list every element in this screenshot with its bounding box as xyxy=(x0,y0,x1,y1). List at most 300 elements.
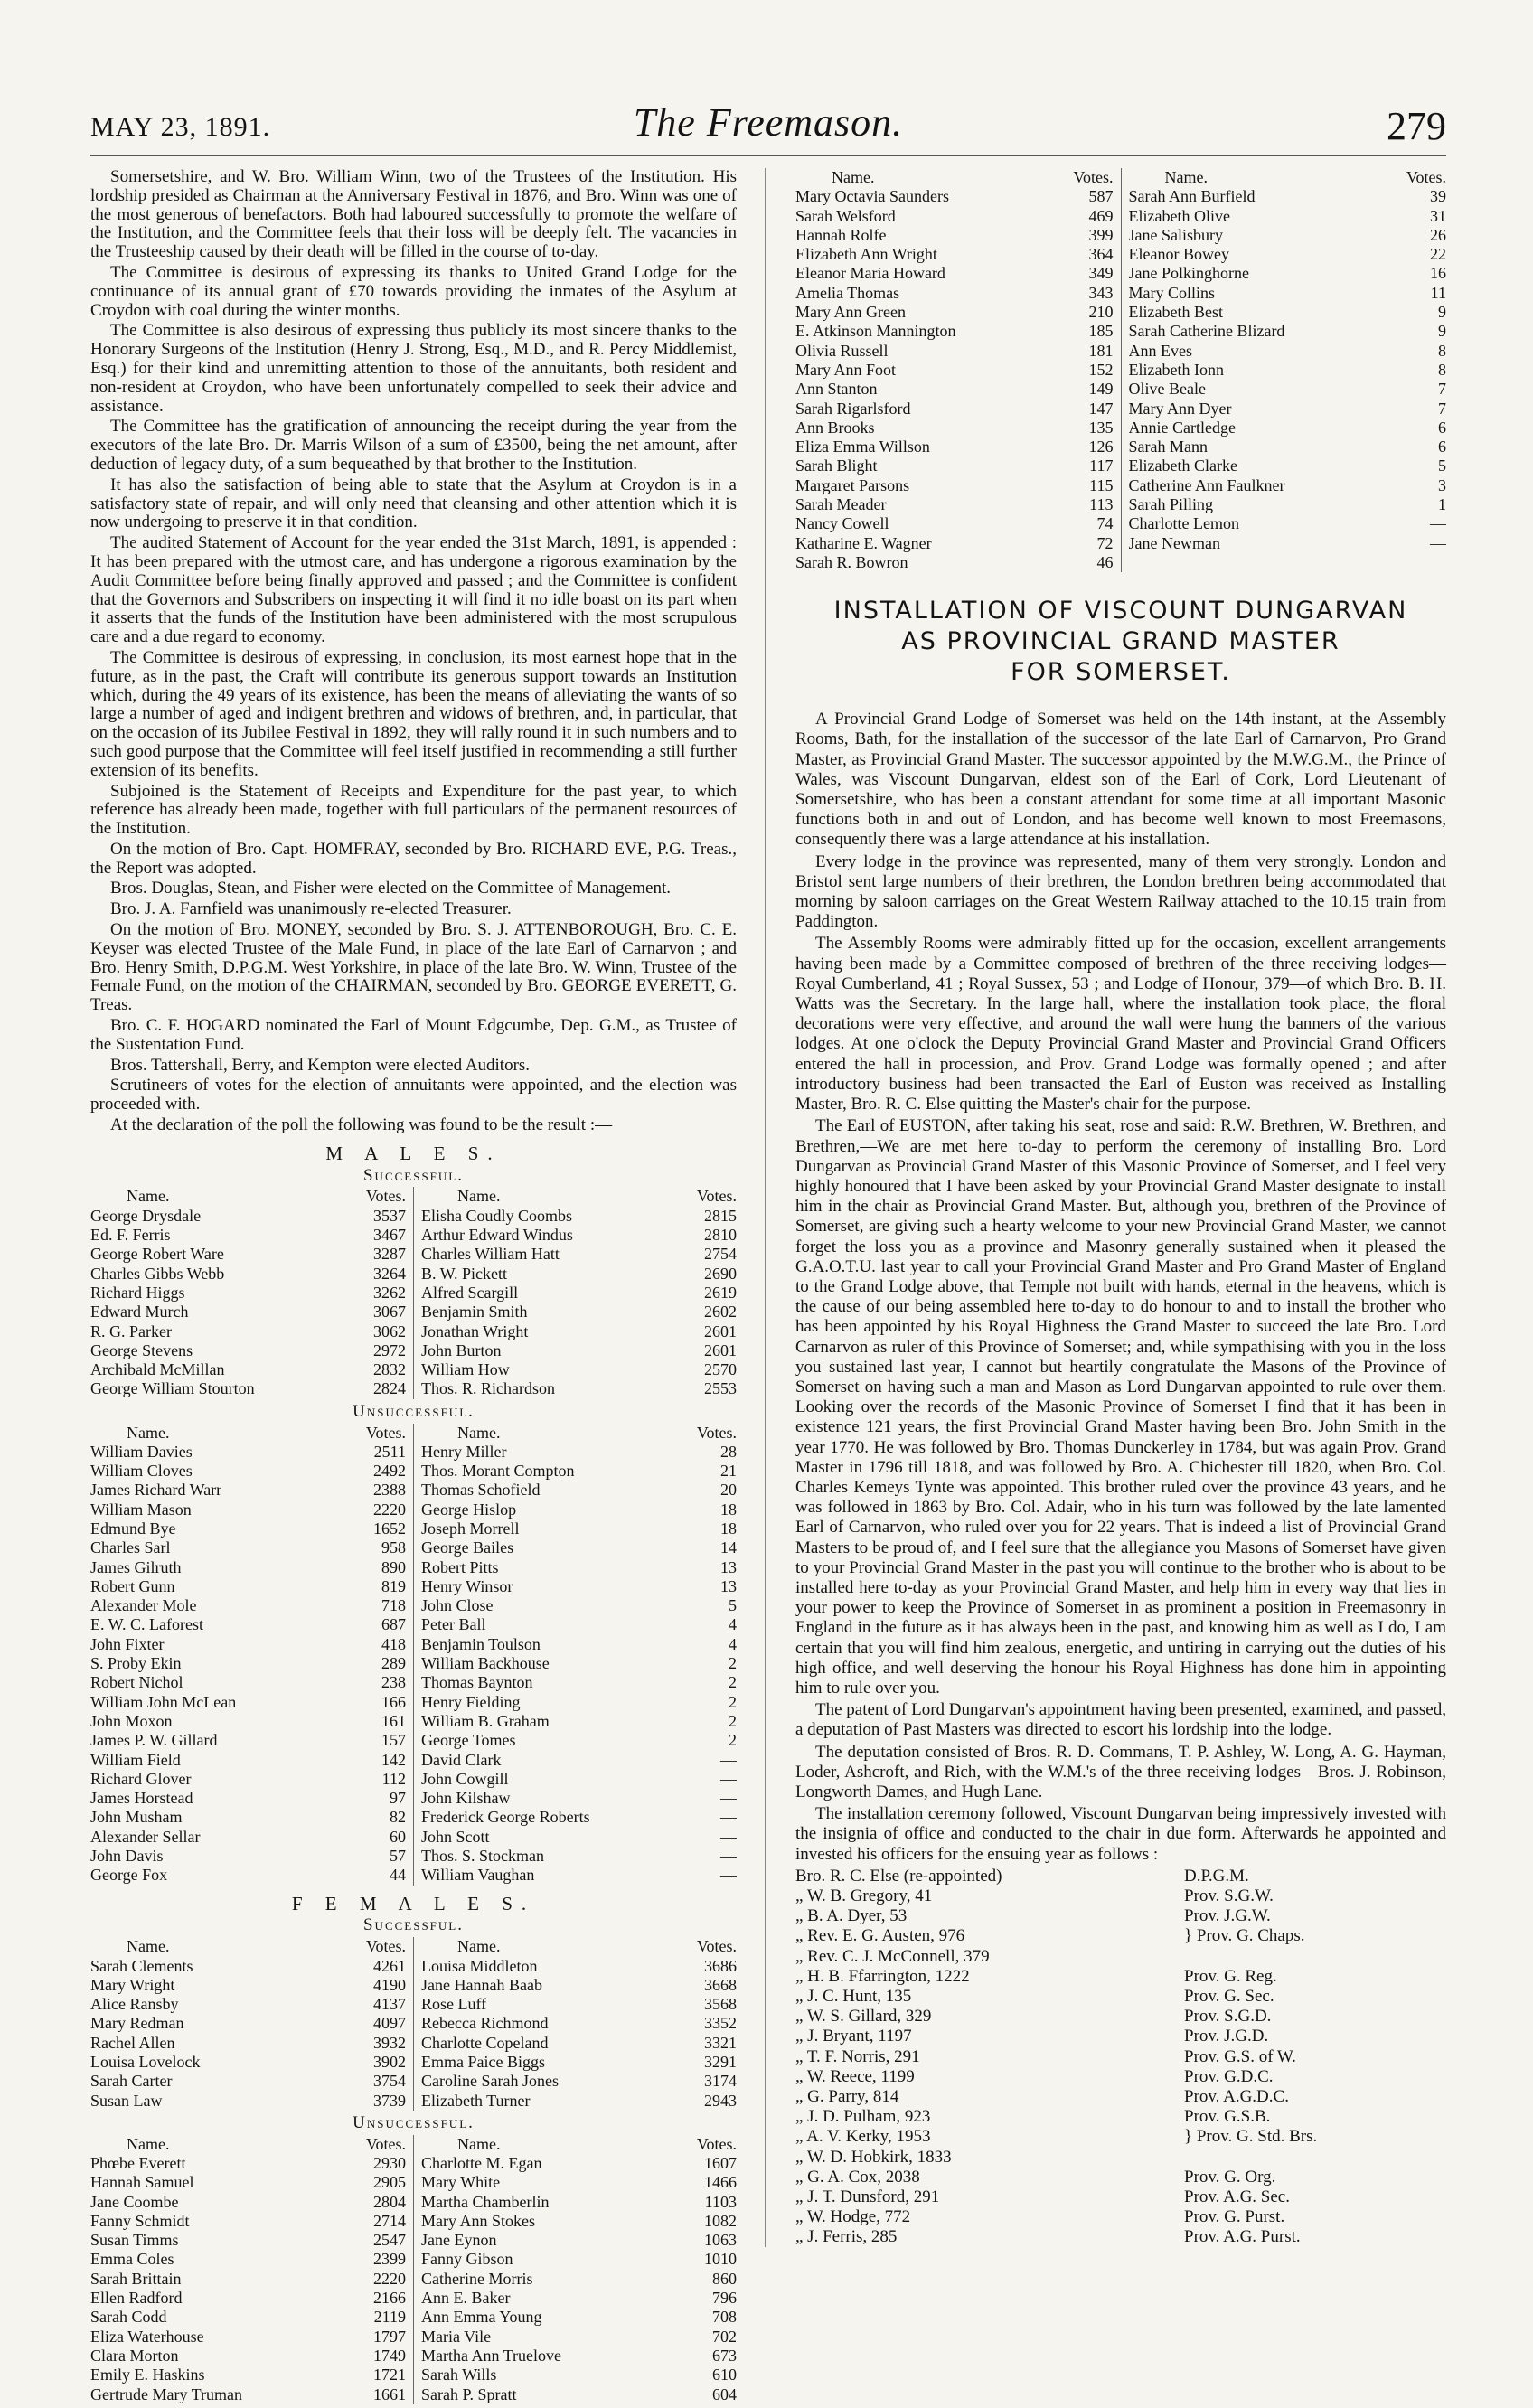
candidate-name: Rachel Allen xyxy=(90,2033,175,2052)
table-row xyxy=(421,1558,737,1577)
candidate-name: Eleanor Bowey xyxy=(1128,245,1229,264)
table-left-half xyxy=(90,1937,414,2111)
table-row xyxy=(90,1808,406,1827)
vote-count: 97 xyxy=(390,1789,406,1808)
vote-count: 28 xyxy=(720,1442,737,1461)
table-row xyxy=(1129,400,1447,419)
candidate-name: Sarah Brittain xyxy=(90,2269,182,2288)
vote-count: 3754 xyxy=(373,2072,406,2091)
candidate-name: Mary Ann Stokes xyxy=(421,2211,535,2230)
candidate-name: Mary Ann Green xyxy=(795,303,906,322)
table-row xyxy=(90,2289,406,2308)
paragraph: The deputation consisted of Bros. R. D. Commans, T. P. Ashley, W. Long, A. G. Hayman, Loder, Ashcroft, and Rich, with the W.M.'s of the three receiving lodges—Bros. J. Robinson, Longworth Dames, and Hugh Lane. xyxy=(795,1742,1446,1801)
vote-count: 157 xyxy=(381,1731,406,1750)
candidate-name: Mary Octavia Saunders xyxy=(795,187,949,206)
vote-count: 31 xyxy=(1430,206,1446,225)
table-row xyxy=(421,1828,737,1847)
males-successful-table xyxy=(90,1187,737,1398)
candidate-name: Ann Brooks xyxy=(795,418,875,437)
candidate-name: Louisa Middleton xyxy=(421,1956,538,1975)
officer-row xyxy=(795,1886,1446,1906)
candidate-name: Jane Coombe xyxy=(90,2192,179,2211)
table-row xyxy=(421,1693,737,1712)
vote-count: 2714 xyxy=(373,2211,406,2230)
vote-count: 126 xyxy=(1088,437,1114,456)
table-row xyxy=(795,264,1114,283)
candidate-name: Mary White xyxy=(421,2173,501,2192)
table-row xyxy=(795,303,1114,322)
candidate-name: William Cloves xyxy=(90,1462,193,1481)
vote-count: 1749 xyxy=(373,2346,406,2365)
vote-count: 4137 xyxy=(373,1995,406,2014)
table-left-half xyxy=(795,168,1122,572)
table-row xyxy=(90,2072,406,2091)
candidate-name: Maria Vile xyxy=(421,2327,492,2346)
vote-count: 22 xyxy=(1430,245,1446,264)
vote-count: 3932 xyxy=(373,2033,406,2052)
table-row xyxy=(795,322,1114,341)
vote-count: 2690 xyxy=(704,1264,737,1283)
candidate-name: Sarah Blight xyxy=(795,456,878,475)
candidate-name: Sarah Mann xyxy=(1128,437,1208,456)
officer-name: „ W. Hodge, 772 xyxy=(795,2207,911,2227)
table-row xyxy=(90,1481,406,1500)
vote-count: 3291 xyxy=(704,2053,737,2071)
paragraph: On the motion of Bro. Capt. HOMFRAY, seconded by Bro. RICHARD EVE, P.G. Treas., the Report was adopted. xyxy=(90,839,737,878)
table-row xyxy=(795,226,1114,245)
vote-count: 2619 xyxy=(704,1283,737,1302)
officer-name: Bro. R. C. Else (re-appointed) xyxy=(795,1866,1002,1886)
table-row xyxy=(421,2072,737,2091)
vote-count: 7 xyxy=(1438,399,1446,418)
candidate-name: William Field xyxy=(90,1750,181,1769)
votes-column-header: Votes. xyxy=(696,2134,737,2153)
table-header xyxy=(90,1424,406,1443)
candidate-name: E. Atkinson Mannington xyxy=(795,322,956,341)
paragraph: The Earl of EUSTON, after taking his seat, rose and said: R.W. Brethren, W. Brethren, and Brethren,—We are met here to-day to perform the ceremony of installing Bro. Lord Dungarvan as Provincial Grand Master of this Masonic Province of Somerset, and I feel very highly honoured that I have been asked by your Provincial Grand Master designate to install him in the chair as Provincial Grand Master. But, although you, brethren of the Province of Somerset, are giving such a hearty welcome to your new Provincial Grand Master, we cannot forget the loss you as a province and Masonry generally sustained when it pleased the G.A.O.T.U. last year to call your Provincial Grand Master and Pro Grand Master of England to the Grand Lodge above, that Temple not built with hands, eternal in the heavens, which is the cause of our being assembled here to-day to do honour to and to install the brother who has been appointed by his Royal Highness the Grand Master to succeed the late Bro. Lord Carnarvon as ruler of this Province of Somerset; and, while sympathising with you in the loss you sustained last year, I cannot but heartily congratulate the Masons of the Province of Somerset on having such a man and Mason as Lord Dungarvan appointed to rule over them. Looking over the records of the Masonic Province of Somerset I find that it has been in existence 121 years, the first Provincial Grand Master having been Bro. John Smith in the year 1770. He was followed by Bro. Thomas Dunckerley in 1784, but was again Prov. Grand Master in 1796 till 1818, and was followed by Bro. A. Chichester till 1820, when Bro. Col. Charles Kemeys Tynte was appointed. This brother ruled over the province 43 years, and he was followed in 1863 by Bro. Col. Adair, who in his turn was followed by the late lamented Earl of Carnarvon, who ruled over you for 22 years. That is indeed a list of Provincial Grand Masters to be proud of, and I feel sure that the allegiance you Masons of Somerset have given to your Provincial Grand Master in the past you will continue to the brother who is about to be installed here to-day as your Provincial Grand Master, and help him in every way that lies in your power to keep the Province of Somerset in as prominent a position in Freemasonry in England in the future as it has always been in the past, and knowing him as well as I do, I am certain that you will find him zealous, energetic, and untiring in carrying out the duties of his high office, and well deserving the honour his Royal Highness has done him in appointing him to rule over you. xyxy=(795,1116,1446,1698)
officer-row xyxy=(795,2168,1446,2187)
table-row xyxy=(90,2231,406,2250)
candidate-name: James P. W. Gillard xyxy=(90,1731,218,1750)
table-row xyxy=(90,2366,406,2384)
table-row xyxy=(795,361,1114,380)
table-row xyxy=(421,2173,737,2192)
masthead-title: The Freemason. xyxy=(633,100,904,145)
paragraph: The installation ceremony followed, Viscount Dungarvan being impressively invested with the insignia of office and conducted to the chair in due form. Afterwards he appointed and invested his officers for the ensuing year as follows : xyxy=(795,1804,1446,1864)
candidate-name: Thomas Baynton xyxy=(421,1673,533,1692)
table-row xyxy=(421,1847,737,1866)
name-column-header: Name. xyxy=(127,1423,170,1442)
candidate-name: Olivia Russell xyxy=(795,341,889,360)
table-row xyxy=(421,1500,737,1519)
vote-count: 610 xyxy=(712,2366,737,2384)
vote-count: 1652 xyxy=(373,1519,406,1538)
candidate-name: Hannah Samuel xyxy=(90,2173,194,2192)
table-row xyxy=(90,1265,406,1284)
table-header xyxy=(421,2135,737,2154)
candidate-name: Mary Wright xyxy=(90,1975,175,1994)
table-row xyxy=(90,2014,406,2033)
candidate-name: Sarah Carter xyxy=(90,2072,173,2091)
vote-count: 819 xyxy=(381,1576,406,1595)
officer-office xyxy=(1184,2148,1446,2168)
table-row xyxy=(421,1284,737,1303)
table-row xyxy=(795,207,1114,226)
candidate-name: John Kilshaw xyxy=(421,1789,511,1808)
vote-count: — xyxy=(720,1789,737,1808)
vote-count: 3174 xyxy=(704,2072,737,2091)
table-row xyxy=(1129,495,1447,514)
vote-count: 2602 xyxy=(704,1303,737,1322)
vote-count: 2601 xyxy=(704,1340,737,1359)
vote-count: 2553 xyxy=(704,1379,737,1398)
vote-count: 2 xyxy=(729,1711,737,1730)
candidate-name: Elizabeth Olive xyxy=(1128,206,1230,225)
votes-column-header: Votes. xyxy=(696,1937,737,1956)
officer-office: Prov. J.G.D. xyxy=(1184,2027,1269,2046)
vote-count: 72 xyxy=(1096,533,1114,552)
candidate-name: Richard Glover xyxy=(90,1769,192,1788)
article-title-line: INSTALLATION OF VISCOUNT DUNGARVAN xyxy=(833,597,1408,626)
vote-count: — xyxy=(720,1769,737,1788)
candidate-name: Edmund Bye xyxy=(90,1519,176,1538)
candidate-name: Charles William Hatt xyxy=(421,1245,560,1264)
vote-count: — xyxy=(1430,533,1446,552)
vote-count: 2220 xyxy=(373,2269,406,2288)
candidate-name: Alfred Scargill xyxy=(421,1283,519,1302)
candidate-name: Peter Ball xyxy=(421,1615,486,1634)
candidate-name: Sarah Clements xyxy=(90,1956,193,1975)
table-row xyxy=(421,1596,737,1615)
candidate-name: John Close xyxy=(421,1596,494,1615)
candidate-name: Henry Miller xyxy=(421,1442,507,1461)
females-unsuccessful-table xyxy=(90,2135,737,2404)
vote-count: 3902 xyxy=(373,2053,406,2071)
votes-column-header: Votes. xyxy=(365,2134,406,2153)
officer-office: Prov. J.G.W. xyxy=(1184,1906,1271,1926)
table-row xyxy=(421,1866,737,1885)
table-row xyxy=(795,534,1114,553)
officer-name: „ J. Ferris, 285 xyxy=(795,2227,898,2247)
table-left-half xyxy=(90,1424,414,1886)
table-row xyxy=(1129,534,1447,553)
name-column-header: Name. xyxy=(127,2134,170,2153)
vote-count: 1010 xyxy=(704,2250,737,2269)
table-row xyxy=(90,2328,406,2347)
vote-count: 57 xyxy=(390,1847,406,1866)
table-row xyxy=(90,1673,406,1692)
paragraph: At the declaration of the poll the following was found to be the result :— xyxy=(110,1115,613,1135)
candidate-name: Charles Sarl xyxy=(90,1538,171,1557)
officer-row xyxy=(795,2148,1446,2168)
vote-count: 687 xyxy=(381,1615,406,1634)
table-row xyxy=(421,2231,737,2250)
officer-office: Prov. G.D.C. xyxy=(1184,2066,1274,2086)
candidate-name: Sarah Codd xyxy=(90,2308,167,2327)
table-row xyxy=(795,553,1114,572)
table-row xyxy=(90,1500,406,1519)
table-row xyxy=(795,476,1114,495)
name-column-header: Name. xyxy=(1164,168,1208,186)
name-column-header: Name. xyxy=(457,1937,501,1956)
vote-count: 2930 xyxy=(373,2153,406,2172)
paragraph: Somersetshire, and W. Bro. William Winn, two of the Trustees of the Institution. His lordship presided as Chairman at the Anniversary Festival in 1876, and Bro. Winn was one of the most generous of benefactors. Both had laboured successfully to promote the welfare of the Institution, and the Committee feels that their loss will be deeply felt. The vacancies in the Trusteeship caused by their death will be filled in the course of to-day. xyxy=(90,167,737,262)
table-header xyxy=(421,1187,737,1206)
females-unsuccessful-label: Unsuccessful. xyxy=(353,2112,475,2132)
officer-row xyxy=(795,1967,1446,1987)
candidate-name: Jane Salisbury xyxy=(1128,225,1223,244)
candidate-name: Annie Cartledge xyxy=(1128,418,1236,437)
paragraph: The patent of Lord Dungarvan's appointment having been presented, examined, and passed, a deputation of Past Masters was directed to escort his lordship into the lodge. xyxy=(795,1700,1446,1740)
table-row xyxy=(1129,322,1447,341)
candidate-name: James Richard Warr xyxy=(90,1481,222,1500)
left-column xyxy=(90,168,737,2408)
candidate-name: George Bailes xyxy=(421,1538,514,1557)
header-rule xyxy=(90,155,1446,156)
officer-name: „ A. V. Kerky, 1953 xyxy=(795,2127,931,2147)
table-row xyxy=(1129,437,1447,456)
table-row xyxy=(795,419,1114,437)
candidate-name: Thos. R. Richardson xyxy=(421,1379,555,1398)
table-row xyxy=(421,2034,737,2053)
candidate-name: George Stevens xyxy=(90,1340,193,1359)
table-row xyxy=(421,2193,737,2212)
vote-count: 6 xyxy=(1438,418,1446,437)
table-row xyxy=(90,2092,406,2111)
vote-count: 20 xyxy=(720,1481,737,1500)
candidate-name: George Robert Ware xyxy=(90,1245,224,1264)
candidate-name: Robert Nichol xyxy=(90,1673,183,1692)
table-row xyxy=(421,1615,737,1634)
table-row xyxy=(90,2034,406,2053)
table-row xyxy=(795,400,1114,419)
candidate-name: Richard Higgs xyxy=(90,1283,185,1302)
paragraph: A Provincial Grand Lodge of Somerset was held on the 14th instant, at the Assembly Rooms, Bath, for the installation of the successor of the late Earl of Carnarvon, Pro Grand Master, as Provincial Grand Master. The successor appointed by the M.W.G.M., the Prince of Wales, was Viscount Dungarvan, eldest son of the Earl of Cork, Lord Lieutenant of Somersetshire, who has been a constant attendant for some time at all important Masonic functions both in and out of London, and has become well known to most Freemasons, consequently there was a large attendance at his installation. xyxy=(795,710,1446,850)
officer-name: „ W. Reece, 1199 xyxy=(795,2066,915,2086)
males-unsuccessful-label: Unsuccessful. xyxy=(353,1401,475,1421)
vote-count: 4 xyxy=(729,1634,737,1653)
vote-count: 117 xyxy=(1089,456,1114,475)
article-title xyxy=(795,596,1446,688)
candidate-name: Arthur Edward Windus xyxy=(421,1226,573,1245)
vote-count: 2547 xyxy=(373,2231,406,2250)
table-right-half xyxy=(414,1187,737,1398)
table-row xyxy=(1129,245,1447,264)
vote-count: 5 xyxy=(1438,456,1446,475)
candidate-name: William John McLean xyxy=(90,1692,237,1711)
candidate-name: Fanny Schmidt xyxy=(90,2211,190,2230)
table-row xyxy=(90,1519,406,1538)
vote-count: 3287 xyxy=(373,1245,406,1264)
table-row xyxy=(421,1731,737,1750)
name-column-header: Name. xyxy=(457,2134,501,2153)
vote-count: 3 xyxy=(1438,475,1446,494)
vote-count: 399 xyxy=(1088,225,1114,244)
vote-count: 2804 xyxy=(373,2192,406,2211)
vote-count: — xyxy=(720,1866,737,1885)
vote-count: 3739 xyxy=(373,2091,406,2110)
vote-count: 46 xyxy=(1096,552,1114,571)
vote-count: 16 xyxy=(1430,264,1446,283)
table-row xyxy=(1129,456,1447,475)
vote-count: 39 xyxy=(1430,187,1446,206)
candidate-name: R. G. Parker xyxy=(90,1322,172,1340)
paragraph: It has also the satisfaction of being able to state that the Asylum at Croydon is in a satisfactory state of repair, and will only need that cleansing and other attention which it is now undergoing to preserve it in that condition. xyxy=(90,475,737,532)
table-row xyxy=(1129,226,1447,245)
table-row xyxy=(421,1207,737,1226)
table-row xyxy=(90,2270,406,2289)
vote-count: — xyxy=(720,1750,737,1769)
candidate-name: Louisa Lovelock xyxy=(90,2053,201,2071)
officer-name: „ H. B. Ffarrington, 1222 xyxy=(795,1966,970,1986)
table-row xyxy=(90,1635,406,1654)
name-column-header: Name. xyxy=(127,1937,170,1956)
table-row xyxy=(421,1519,737,1538)
officer-name: „ J. C. Hunt, 135 xyxy=(795,1987,912,2007)
vote-count: 2166 xyxy=(373,2289,406,2308)
table-row xyxy=(90,1789,406,1808)
vote-count: 673 xyxy=(712,2346,737,2365)
vote-count: 18 xyxy=(720,1519,737,1538)
vote-count: 44 xyxy=(390,1866,406,1885)
officer-office: Prov. G.S. of W. xyxy=(1184,2046,1296,2066)
table-row xyxy=(421,2385,737,2404)
column-divider xyxy=(765,168,766,2247)
candidate-name: Eliza Waterhouse xyxy=(90,2327,204,2346)
table-row xyxy=(421,2092,737,2111)
table-row xyxy=(90,2173,406,2192)
vote-count: 2601 xyxy=(704,1322,737,1340)
table-row xyxy=(90,1443,406,1462)
page-header xyxy=(90,99,1446,154)
vote-count: 1607 xyxy=(704,2153,737,2172)
table-row xyxy=(90,2212,406,2231)
candidate-name: Thos. S. Stockman xyxy=(421,1847,545,1866)
table-row xyxy=(90,1322,406,1341)
vote-count: 289 xyxy=(381,1654,406,1673)
candidate-name: Katharine E. Wagner xyxy=(795,533,932,552)
issue-date: MAY 23, 1891. xyxy=(90,112,271,142)
paragraph: Bro. J. A. Farnfield was unanimously re-elected Treasurer. xyxy=(110,899,512,919)
candidate-name: Amelia Thomas xyxy=(795,283,900,302)
table-row xyxy=(421,1265,737,1284)
votes-column-header: Votes. xyxy=(1406,168,1446,186)
vote-count: 708 xyxy=(712,2308,737,2327)
votes-column-header: Votes. xyxy=(696,1423,737,1442)
officer-row xyxy=(795,2087,1446,2107)
candidate-name: Catherine Morris xyxy=(421,2269,533,2288)
vote-count: 2905 xyxy=(373,2173,406,2192)
table-row xyxy=(90,2308,406,2327)
table-row xyxy=(421,1654,737,1673)
officer-name: „ Rev. C. J. McConnell, 379 xyxy=(795,1946,990,1966)
candidate-name: Jonathan Wright xyxy=(421,1322,529,1340)
candidate-name: Elizabeth Ann Wright xyxy=(795,245,937,264)
votes-column-header: Votes. xyxy=(696,1187,737,1206)
officer-name: „ W. B. Gregory, 41 xyxy=(795,1886,933,1906)
table-row xyxy=(421,2328,737,2347)
officer-row xyxy=(795,2067,1446,2087)
candidate-name: Benjamin Smith xyxy=(421,1303,528,1322)
candidate-name: Susan Law xyxy=(90,2091,163,2110)
vote-count: 2 xyxy=(729,1692,737,1711)
vote-count: 161 xyxy=(381,1711,406,1730)
vote-count: 8 xyxy=(1438,341,1446,360)
name-column-header: Name. xyxy=(457,1187,501,1206)
officer-office xyxy=(1184,1947,1446,1967)
table-row xyxy=(795,437,1114,456)
vote-count: 2810 xyxy=(704,1226,737,1245)
candidate-name: Jane Hannah Baab xyxy=(421,1975,542,1994)
candidate-name: Thomas Schofield xyxy=(421,1481,541,1500)
vote-count: 135 xyxy=(1088,418,1114,437)
table-row xyxy=(795,380,1114,399)
table-row xyxy=(421,1379,737,1398)
candidate-name: Eleanor Maria Howard xyxy=(795,264,945,283)
vote-count: 2 xyxy=(729,1731,737,1750)
table-header xyxy=(90,2135,406,2154)
table-row xyxy=(421,1712,737,1731)
table-row xyxy=(1129,514,1447,533)
table-row xyxy=(1129,380,1447,399)
candidate-name: Henry Fielding xyxy=(421,1692,521,1711)
vote-count: 210 xyxy=(1088,303,1114,322)
vote-count: 2119 xyxy=(373,2308,406,2327)
table-row xyxy=(90,2347,406,2366)
table-row xyxy=(421,2366,737,2384)
table-row xyxy=(90,1379,406,1398)
table-row xyxy=(421,2250,737,2269)
females-successful-table xyxy=(90,1937,737,2111)
vote-count: 587 xyxy=(1088,187,1114,206)
candidate-name: Ed. F. Ferris xyxy=(90,1226,171,1245)
candidate-name: Gertrude Mary Truman xyxy=(90,2384,242,2403)
vote-count: 2220 xyxy=(373,1500,406,1519)
vote-count: 26 xyxy=(1430,225,1446,244)
vote-count: 147 xyxy=(1088,399,1114,418)
table-row xyxy=(421,1462,737,1481)
vote-count: 3568 xyxy=(704,1995,737,2014)
table-row xyxy=(421,2347,737,2366)
officer-row xyxy=(795,2207,1446,2227)
vote-count: 3067 xyxy=(373,1303,406,1322)
candidate-name: Catherine Ann Faulkner xyxy=(1128,475,1285,494)
candidate-name: Emily E. Haskins xyxy=(90,2366,205,2384)
votes-column-header: Votes. xyxy=(1073,168,1114,186)
table-row xyxy=(421,1341,737,1360)
table-row xyxy=(90,2154,406,2173)
paragraph: The audited Statement of Account for the year ended the 31st March, 1891, is appended : It has been prepared with the utmost care, and has undergone a rigorous examination by the Audit Committee before being finally approved and passed ; and the Committee is confident that the Governors and Subscribers on inspecting it will find it no idle boast on its part when it asserts that the funds of the Institution have been administered with the most scrupulous care and a due regard to economy. xyxy=(90,533,737,647)
females-heading: F E M A L E S. xyxy=(291,1892,536,1914)
paragraph: The Committee is desirous of expressing, in conclusion, its most earnest hope that in the future, as in the past, the Craft will contribute its generous support towards an Institution which, during the 49 years of its existence, has been the means of alleviating the wants of so large a number of aged and indigent brethren and widows of brethren, and, in particular, that on the occasion of its Jubilee Festival in 1892, they will rally round it in such numbers and to such good purpose that the Committee will feel itself justified in recommending a still further extension of its benefits. xyxy=(90,647,737,780)
candidate-name: Elizabeth Turner xyxy=(421,2091,531,2110)
vote-count: 418 xyxy=(381,1634,406,1653)
report-paragraphs xyxy=(90,168,737,839)
candidate-name: George William Stourton xyxy=(90,1379,255,1398)
table-row xyxy=(421,2308,737,2327)
candidate-name: Robert Pitts xyxy=(421,1557,499,1576)
candidate-name: William How xyxy=(421,1360,510,1379)
candidate-name: Alexander Mole xyxy=(90,1596,197,1615)
candidate-name: George Drysdale xyxy=(90,1206,202,1225)
vote-count: 185 xyxy=(1088,322,1114,341)
table-row xyxy=(90,1731,406,1750)
table-row xyxy=(421,1976,737,1995)
table-row xyxy=(90,1360,406,1379)
table-row xyxy=(421,1789,737,1808)
candidate-name: Mary Ann Foot xyxy=(795,360,897,379)
vote-count: 3262 xyxy=(373,1283,406,1302)
